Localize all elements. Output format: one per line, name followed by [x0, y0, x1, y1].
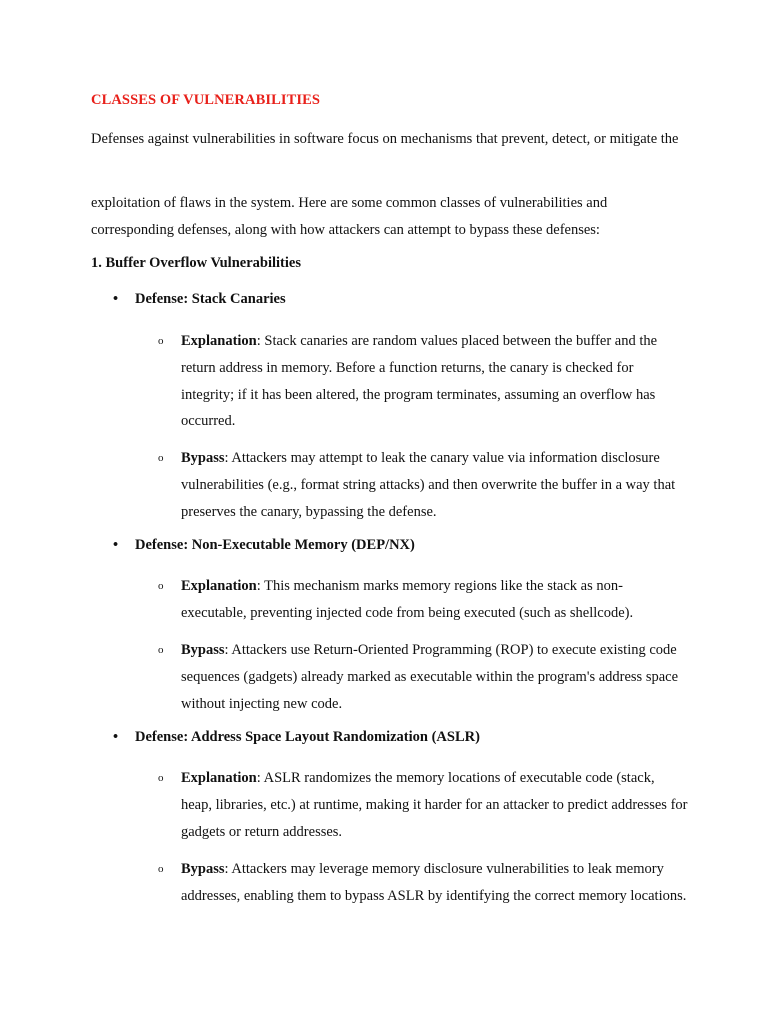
document-title: CLASSES OF VULNERABILITIES [91, 92, 321, 108]
bypass-text: : Attackers may leverage memory disclosure vulnerabilities to leak memory addresses, enabling them to bypass ASLR by identifying the correct memory locations. [181, 861, 687, 904]
explanation-stack-canaries [158, 328, 688, 435]
defense-label: Defense: Non-Executable Memory (DEP/NX) [135, 537, 415, 553]
sub-bullet-icon: o [158, 772, 164, 784]
bypass-stack-canaries [158, 445, 688, 525]
bullet-icon: • [113, 537, 119, 553]
explanation-lead: Explanation [181, 333, 257, 349]
bypass-lead: Bypass [181, 861, 225, 877]
defense-dep-nx [113, 537, 415, 554]
bypass-text: : Attackers may attempt to leak the canary value via information disclosure vulnerabilities (e.g., format string attacks) and then overwrite the buffer in a way that preserves the canary, bypassing the defense. [181, 450, 676, 520]
defense-label: Defense: Address Space Layout Randomization (ASLR) [135, 729, 480, 745]
defense-label: Defense: Stack Canaries [135, 291, 286, 307]
sub-bullet-icon: o [158, 580, 164, 592]
section-heading-buffer-overflow: 1. Buffer Overflow Vulnerabilities [91, 255, 301, 271]
bullet-icon: • [113, 729, 119, 745]
intro-paragraph-1: Defenses against vulnerabilities in software focus on mechanisms that prevent, detect, or mitigate the [91, 131, 679, 147]
defense-stack-canaries [113, 291, 286, 308]
explanation-text: : ASLR randomizes the memory locations of executable code (stack, heap, libraries, etc.) at runtime, making it harder for an attacker to predict addresses for gadgets or return addresses. [181, 770, 688, 840]
sub-bullet-icon: o [158, 452, 164, 464]
explanation-aslr [158, 765, 688, 845]
bypass-lead: Bypass [181, 450, 225, 466]
explanation-text: : Stack canaries are random values placed between the buffer and the return address in memory. Before a function returns, the canary is checked for integrity; if it has been altered, the program terminates, assuming an overflow has occurred. [181, 333, 658, 430]
explanation-dep-nx [158, 573, 688, 627]
bypass-aslr [158, 856, 688, 910]
intro-paragraph-2: exploitation of flaws in the system. Here are some common classes of vulnerabilities and corresponding defenses, along with how attackers can attempt to bypass these defenses: [91, 195, 608, 238]
sub-bullet-icon: o [158, 335, 164, 347]
explanation-text: : This mechanism marks memory regions like the stack as non-executable, preventing injected code from being executed (such as shellcode). [181, 578, 634, 621]
bullet-icon: • [113, 291, 119, 307]
defense-aslr [113, 729, 480, 746]
sub-bullet-icon: o [158, 863, 164, 875]
sub-bullet-icon: o [158, 644, 164, 656]
bypass-dep-nx [158, 637, 688, 717]
bypass-lead: Bypass [181, 642, 225, 658]
bypass-text: : Attackers use Return-Oriented Programming (ROP) to execute existing code sequences (gadgets) already marked as executable within the program's address space without injecting new code. [181, 642, 679, 712]
explanation-lead: Explanation [181, 578, 257, 594]
explanation-lead: Explanation [181, 770, 257, 786]
